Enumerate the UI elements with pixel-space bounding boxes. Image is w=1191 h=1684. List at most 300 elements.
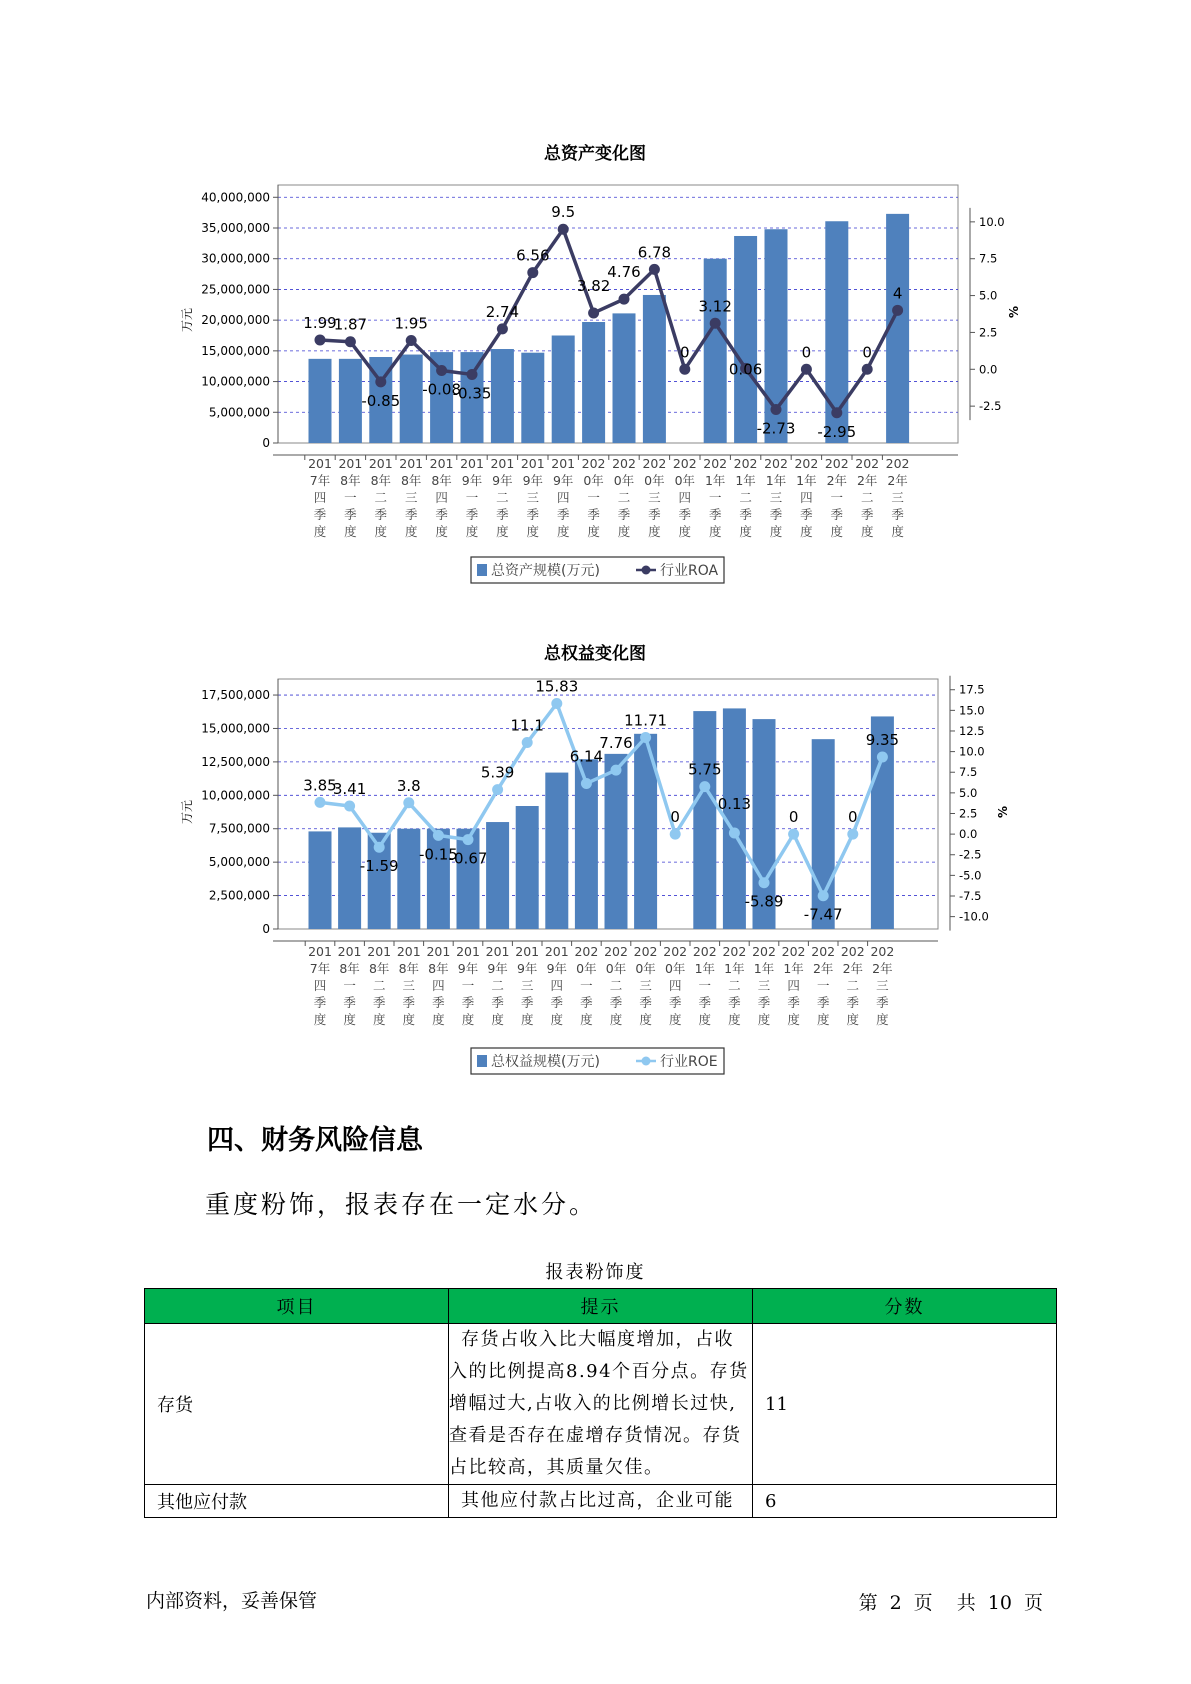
x-tick-label: 季 xyxy=(609,995,623,1010)
x-tick-label: 一 xyxy=(343,978,356,993)
x-tick-label: 季 xyxy=(580,995,593,1010)
x-tick-label: 季 xyxy=(787,995,800,1010)
data-label: 3.82 xyxy=(576,276,611,295)
x-tick-label: 度 xyxy=(698,1012,712,1027)
x-tick-label: 四 xyxy=(678,490,692,505)
x-tick-label: 季 xyxy=(491,995,504,1010)
x-tick-label: 一 xyxy=(465,490,479,505)
table-row xyxy=(145,1324,1057,1485)
x-tick-label: 四 xyxy=(435,490,448,505)
equity-legend-line-marker xyxy=(642,1057,651,1066)
row-hint xyxy=(449,1324,753,1485)
series-point xyxy=(467,369,478,380)
data-label: 11.71 xyxy=(624,711,668,730)
x-tick-label: 四 xyxy=(556,490,570,505)
footer-page: 2 xyxy=(889,1592,902,1614)
x-tick-label: 季 xyxy=(465,507,479,522)
y-right-tick-label: 0.0 xyxy=(979,362,998,377)
hint-line: 入的比例提高8.94个百分点。存货 xyxy=(449,1361,749,1382)
equity-chart xyxy=(0,630,1191,1090)
x-tick-label: 季 xyxy=(739,507,752,522)
x-tick-label: 季 xyxy=(313,507,327,522)
bar xyxy=(486,822,509,929)
data-label: 5.75 xyxy=(688,760,722,779)
x-tick-label: 202 xyxy=(733,456,758,471)
x-tick-label: 季 xyxy=(374,507,388,522)
y-right-tick-label: 10.0 xyxy=(959,744,985,759)
x-tick-label: 8年 xyxy=(398,961,420,976)
x-tick-label: 季 xyxy=(344,507,357,522)
y-left-tick-label: 20,000,000 xyxy=(201,313,270,328)
x-tick-label: 度 xyxy=(769,524,783,539)
x-tick-label: 四 xyxy=(668,978,682,993)
x-tick-label: 0年 xyxy=(605,961,627,976)
x-tick-label: 三 xyxy=(648,490,661,505)
data-label: 15.83 xyxy=(535,677,579,696)
series-point xyxy=(801,364,812,375)
x-tick-label: 201 xyxy=(396,944,421,959)
x-tick-label: 1年 xyxy=(704,473,726,488)
data-label: -5.89 xyxy=(744,892,784,911)
x-tick-label: 季 xyxy=(876,995,889,1010)
x-tick-label: 度 xyxy=(757,1012,771,1027)
x-tick-label: 季 xyxy=(520,995,534,1010)
hint-line: 存货占收入比大幅度增加，占收 xyxy=(461,1329,734,1350)
y-left-tick-label: 15,000,000 xyxy=(201,343,270,358)
data-label: 0.06 xyxy=(728,360,763,379)
x-tick-label: 季 xyxy=(402,995,416,1010)
x-tick-label: 一 xyxy=(461,978,475,993)
series-point xyxy=(649,264,660,275)
x-tick-label: 202 xyxy=(824,456,849,471)
assets-legend-line-label: 行业ROA xyxy=(660,563,719,579)
header-hint: 提示 xyxy=(449,1289,753,1324)
data-label: 7.76 xyxy=(599,734,633,753)
x-tick-label: 度 xyxy=(313,524,327,539)
x-tick-label: 度 xyxy=(550,1012,564,1027)
bar xyxy=(400,355,423,443)
y-left-tick-label: 35,000,000 xyxy=(201,221,270,235)
x-tick-label: 度 xyxy=(648,524,661,539)
x-tick-label: 2年 xyxy=(842,961,864,976)
x-tick-label: 202 xyxy=(885,456,910,471)
x-tick-label: 202 xyxy=(781,944,806,959)
assets-y-left-label: 万元 xyxy=(180,307,194,333)
x-tick-label: 9年 xyxy=(516,961,538,976)
x-tick-label: 0年 xyxy=(576,961,597,976)
x-tick-label: 0年 xyxy=(583,473,604,488)
x-tick-label: 度 xyxy=(587,524,600,539)
x-tick-label: 0年 xyxy=(664,961,686,976)
data-label: -0.15 xyxy=(418,845,458,864)
x-tick-label: 0年 xyxy=(644,473,665,488)
y-right-tick-label: 12.5 xyxy=(959,723,985,738)
x-tick-label: 201 xyxy=(515,944,540,959)
x-tick-label: 9年 xyxy=(457,961,479,976)
series-point xyxy=(771,404,782,415)
x-tick-label: 一 xyxy=(830,490,844,505)
x-tick-label: 8年 xyxy=(340,473,361,488)
data-label: 2.74 xyxy=(485,302,520,321)
y-right-tick-label: 17.5 xyxy=(959,682,985,697)
footer-confidential: 内部资料，妥善保管 xyxy=(146,1590,318,1612)
y-left-tick-label: 25,000,000 xyxy=(201,282,270,297)
x-tick-label: 202 xyxy=(604,944,628,959)
x-tick-label: 一 xyxy=(580,978,593,993)
series-point xyxy=(497,323,508,334)
data-label: 11.1 xyxy=(510,716,544,735)
x-tick-label: 2年 xyxy=(856,473,878,488)
x-tick-label: 四 xyxy=(800,490,813,505)
x-tick-label: 季 xyxy=(435,507,448,522)
x-tick-label: 202 xyxy=(811,944,836,959)
y-left-tick-label: 10,000,000 xyxy=(201,788,270,803)
x-tick-label: 季 xyxy=(617,507,631,522)
x-tick-label: 202 xyxy=(581,456,606,471)
data-label: 0 xyxy=(670,808,680,827)
header-score: 分数 xyxy=(753,1289,1057,1324)
x-tick-label: 度 xyxy=(372,1012,386,1027)
equity-chart-svg xyxy=(0,630,1191,1090)
hint-line: 其他应付款占比过高，企业可能 xyxy=(461,1490,734,1511)
x-tick-label: 四 xyxy=(313,490,327,505)
data-label: 3.8 xyxy=(396,776,421,795)
y-left-tick-label: 40,000,000 xyxy=(201,190,270,205)
x-tick-label: 季 xyxy=(830,507,844,522)
x-tick-label: 季 xyxy=(846,995,860,1010)
x-tick-label: 202 xyxy=(642,456,667,471)
equity-chart-title: 总权益变化图 xyxy=(544,644,646,664)
y-right-tick-label: 0.0 xyxy=(959,827,978,842)
x-tick-label: 202 xyxy=(722,944,747,959)
y-right-tick-label: 10.0 xyxy=(979,214,1005,229)
x-tick-label: 8年 xyxy=(428,961,449,976)
section-heading: 四、财务风险信息 xyxy=(207,1125,423,1156)
x-tick-label: 202 xyxy=(794,456,819,471)
x-tick-label: 三 xyxy=(769,490,783,505)
x-tick-label: 度 xyxy=(639,1012,652,1027)
data-label: 9.5 xyxy=(551,203,576,222)
series-point xyxy=(375,376,386,387)
x-tick-label: 度 xyxy=(728,1012,741,1027)
row-score: 6 xyxy=(753,1485,1057,1518)
series-point xyxy=(463,834,474,845)
section-summary: 重度粉饰，报表存在一定水分。 xyxy=(205,1190,598,1219)
whitewash-table xyxy=(144,1288,1057,1518)
equity-x-ticks xyxy=(273,941,938,1027)
x-tick-label: 度 xyxy=(344,524,357,539)
x-tick-label: 三 xyxy=(757,978,771,993)
bar xyxy=(397,829,420,929)
x-tick-label: 1年 xyxy=(765,473,787,488)
x-tick-label: 201 xyxy=(426,944,451,959)
series-point xyxy=(588,307,599,318)
x-tick-label: 202 xyxy=(840,944,865,959)
x-tick-label: 度 xyxy=(432,1012,445,1027)
x-tick-label: 度 xyxy=(876,1012,889,1027)
row-item: 存货 xyxy=(145,1324,449,1485)
series-point xyxy=(619,294,630,305)
series-point xyxy=(315,797,326,808)
x-tick-label: 201 xyxy=(520,456,545,471)
equity-y-right-label: % xyxy=(996,805,1010,819)
x-tick-label: 度 xyxy=(787,1012,800,1027)
data-label: 4 xyxy=(892,284,903,303)
series-point xyxy=(403,797,414,808)
y-right-tick-label: -2.5 xyxy=(959,847,982,862)
series-point xyxy=(847,829,858,840)
x-tick-label: 1年 xyxy=(796,473,817,488)
x-tick-label: 度 xyxy=(846,1012,860,1027)
x-tick-label: 二 xyxy=(846,978,860,993)
data-label: 6.56 xyxy=(516,246,550,265)
footer-total: 10 xyxy=(987,1592,1012,1614)
x-tick-label: 季 xyxy=(556,507,570,522)
header-item: 项目 xyxy=(145,1289,449,1324)
x-tick-label: 三 xyxy=(404,490,418,505)
hint-line: 增幅过大,占收入的比例增长过快, xyxy=(449,1393,737,1414)
y-right-tick-label: 7.5 xyxy=(979,251,998,266)
x-tick-label: 季 xyxy=(404,507,418,522)
x-tick-label: 度 xyxy=(465,524,479,539)
x-tick-label: 一 xyxy=(587,490,600,505)
series-point xyxy=(877,751,888,762)
x-tick-label: 0年 xyxy=(635,961,656,976)
series-point xyxy=(433,830,444,841)
x-tick-label: 9年 xyxy=(552,473,574,488)
x-tick-label: 7年 xyxy=(309,961,331,976)
x-tick-label: 202 xyxy=(703,456,728,471)
x-tick-label: 度 xyxy=(708,524,722,539)
x-tick-label: 度 xyxy=(435,524,448,539)
x-tick-label: 季 xyxy=(800,507,813,522)
x-tick-label: 202 xyxy=(764,456,788,471)
series-point xyxy=(492,784,503,795)
data-label: -0.67 xyxy=(448,849,488,868)
data-label: 0 xyxy=(788,808,799,827)
x-tick-label: 2年 xyxy=(826,473,848,488)
x-tick-label: 201 xyxy=(399,456,424,471)
x-tick-label: 201 xyxy=(338,456,363,471)
x-tick-label: 度 xyxy=(678,524,692,539)
x-tick-label: 二 xyxy=(609,978,623,993)
series-point xyxy=(581,778,592,789)
x-tick-label: 季 xyxy=(372,995,386,1010)
assets-chart xyxy=(0,130,1191,600)
x-tick-label: 四 xyxy=(787,978,800,993)
series-point xyxy=(527,267,538,278)
x-tick-label: 一 xyxy=(698,978,712,993)
data-label: -2.95 xyxy=(817,422,857,441)
table-caption: 报表粉饰度 xyxy=(545,1262,646,1283)
row-hint xyxy=(449,1485,753,1518)
x-tick-label: 201 xyxy=(551,456,576,471)
x-tick-label: 季 xyxy=(343,995,356,1010)
x-tick-label: 二 xyxy=(860,490,874,505)
bar xyxy=(734,236,757,443)
x-tick-label: 季 xyxy=(496,507,509,522)
y-right-tick-label: -10.0 xyxy=(959,909,989,924)
data-label: 1.87 xyxy=(333,315,368,334)
x-tick-label: 度 xyxy=(343,1012,356,1027)
x-tick-label: 度 xyxy=(830,524,844,539)
equity-y-left-ticks xyxy=(201,679,278,936)
x-tick-label: 度 xyxy=(491,1012,504,1027)
bar xyxy=(338,827,361,929)
bar xyxy=(613,313,636,443)
series-point xyxy=(729,828,740,839)
y-left-tick-label: 17,500,000 xyxy=(201,688,270,703)
footer-page-suffix: 页 xyxy=(913,1592,933,1614)
x-tick-label: 202 xyxy=(855,456,880,471)
data-label: -0.08 xyxy=(422,380,462,399)
series-point xyxy=(818,890,829,901)
series-point xyxy=(344,800,355,811)
y-left-tick-label: 0 xyxy=(262,436,270,450)
x-tick-label: 度 xyxy=(668,1012,682,1027)
assets-chart-title: 总资产变化图 xyxy=(544,144,646,164)
x-tick-label: 度 xyxy=(617,524,631,539)
equity-legend-bar-label: 总权益规模(万元) xyxy=(491,1054,600,1070)
hint-line: 查看是否存在虚增存货情况。存货 xyxy=(449,1425,742,1446)
assets-y-left-ticks xyxy=(201,185,278,450)
x-tick-label: 0年 xyxy=(613,473,635,488)
x-tick-label: 三 xyxy=(639,978,652,993)
assets-legend-bar-label: 总资产规模(万元) xyxy=(491,563,600,579)
series-point xyxy=(345,336,356,347)
series-point xyxy=(558,224,569,235)
x-tick-label: 度 xyxy=(496,524,509,539)
y-right-tick-label: 15.0 xyxy=(959,703,985,718)
bar xyxy=(643,295,666,443)
x-tick-label: 季 xyxy=(816,995,830,1010)
data-label: 9.35 xyxy=(865,730,900,749)
x-tick-label: 201 xyxy=(490,456,515,471)
x-tick-label: 2年 xyxy=(872,961,893,976)
x-tick-label: 二 xyxy=(617,490,631,505)
y-right-tick-label: 2.5 xyxy=(959,806,978,821)
y-right-tick-label: 7.5 xyxy=(959,765,978,780)
assets-legend-line-marker xyxy=(642,566,651,575)
footer-page-number xyxy=(853,1588,1049,1615)
x-tick-label: 202 xyxy=(612,456,636,471)
equity-y-right-ticks xyxy=(950,676,989,931)
x-tick-label: 季 xyxy=(526,507,540,522)
x-tick-label: 9年 xyxy=(487,961,508,976)
bar xyxy=(704,259,727,443)
data-label: 3.12 xyxy=(698,297,732,316)
x-tick-label: 一 xyxy=(344,490,357,505)
series-point xyxy=(759,877,770,888)
x-tick-label: 二 xyxy=(491,978,504,993)
x-tick-label: 202 xyxy=(672,456,697,471)
x-tick-label: 202 xyxy=(692,944,717,959)
data-label: 0 xyxy=(680,343,690,362)
x-tick-label: 202 xyxy=(663,944,688,959)
series-point xyxy=(710,318,721,329)
x-tick-label: 1年 xyxy=(753,961,775,976)
table-header-row xyxy=(145,1289,1057,1324)
x-tick-label: 8年 xyxy=(370,473,392,488)
bar xyxy=(309,831,332,929)
x-tick-label: 度 xyxy=(609,1012,623,1027)
y-left-tick-label: 5,000,000 xyxy=(208,855,270,870)
data-label: 4.76 xyxy=(607,263,641,282)
x-tick-label: 202 xyxy=(633,944,658,959)
footer-total-prefix: 共 xyxy=(956,1592,976,1614)
row-score: 11 xyxy=(753,1324,1057,1485)
x-tick-label: 三 xyxy=(891,490,904,505)
series-point xyxy=(611,765,622,776)
x-tick-label: 201 xyxy=(337,944,362,959)
x-tick-label: 三 xyxy=(876,978,889,993)
data-label: 1.95 xyxy=(394,314,428,333)
x-tick-label: 四 xyxy=(550,978,564,993)
y-left-tick-label: 15,000,000 xyxy=(201,721,270,736)
x-tick-label: 季 xyxy=(461,995,475,1010)
series-point xyxy=(436,365,447,376)
x-tick-label: 202 xyxy=(870,944,895,959)
series-point xyxy=(699,781,710,792)
x-tick-label: 三 xyxy=(526,490,540,505)
data-label: 6.78 xyxy=(637,243,672,262)
data-label: -7.47 xyxy=(803,905,843,924)
x-tick-label: 8年 xyxy=(339,961,360,976)
y-right-tick-label: 2.5 xyxy=(979,325,998,340)
x-tick-label: 度 xyxy=(860,524,874,539)
bar xyxy=(309,359,332,443)
x-tick-label: 三 xyxy=(402,978,416,993)
bar xyxy=(521,353,544,443)
footer-total-suffix: 页 xyxy=(1023,1592,1043,1614)
data-label: 1.99 xyxy=(303,313,337,332)
equity-roe-line xyxy=(303,678,899,924)
series-point xyxy=(406,335,417,346)
data-label: 0.13 xyxy=(717,795,752,814)
assets-y-right-label: % xyxy=(1007,305,1021,319)
assets-legend-bar-swatch xyxy=(477,564,487,576)
data-label: 0 xyxy=(801,343,812,362)
bar xyxy=(545,773,568,929)
data-label: -2.73 xyxy=(756,419,796,438)
x-tick-label: 1年 xyxy=(724,961,745,976)
x-tick-label: 1年 xyxy=(735,473,756,488)
bar xyxy=(582,322,605,443)
table-row xyxy=(145,1485,1057,1518)
y-left-tick-label: 7,500,000 xyxy=(208,821,270,836)
x-tick-label: 8年 xyxy=(368,961,390,976)
equity-legend-line-label: 行业ROE xyxy=(660,1054,718,1070)
x-tick-label: 202 xyxy=(574,944,599,959)
x-tick-label: 季 xyxy=(639,995,652,1010)
x-tick-label: 季 xyxy=(860,507,874,522)
data-label: 6.14 xyxy=(569,747,604,766)
equity-legend-bar-swatch xyxy=(477,1055,487,1067)
x-tick-label: 度 xyxy=(402,1012,416,1027)
x-tick-label: 季 xyxy=(550,995,564,1010)
x-tick-label: 201 xyxy=(429,456,454,471)
x-tick-label: 季 xyxy=(891,507,904,522)
x-tick-label: 7年 xyxy=(309,473,331,488)
x-tick-label: 季 xyxy=(668,995,682,1010)
x-tick-label: 9年 xyxy=(546,961,568,976)
x-tick-label: 2年 xyxy=(812,961,834,976)
data-label: 0 xyxy=(848,808,858,827)
x-tick-label: 四 xyxy=(313,978,327,993)
x-tick-label: 度 xyxy=(816,1012,830,1027)
y-right-tick-label: -5.0 xyxy=(959,868,982,883)
series-point xyxy=(374,842,385,853)
